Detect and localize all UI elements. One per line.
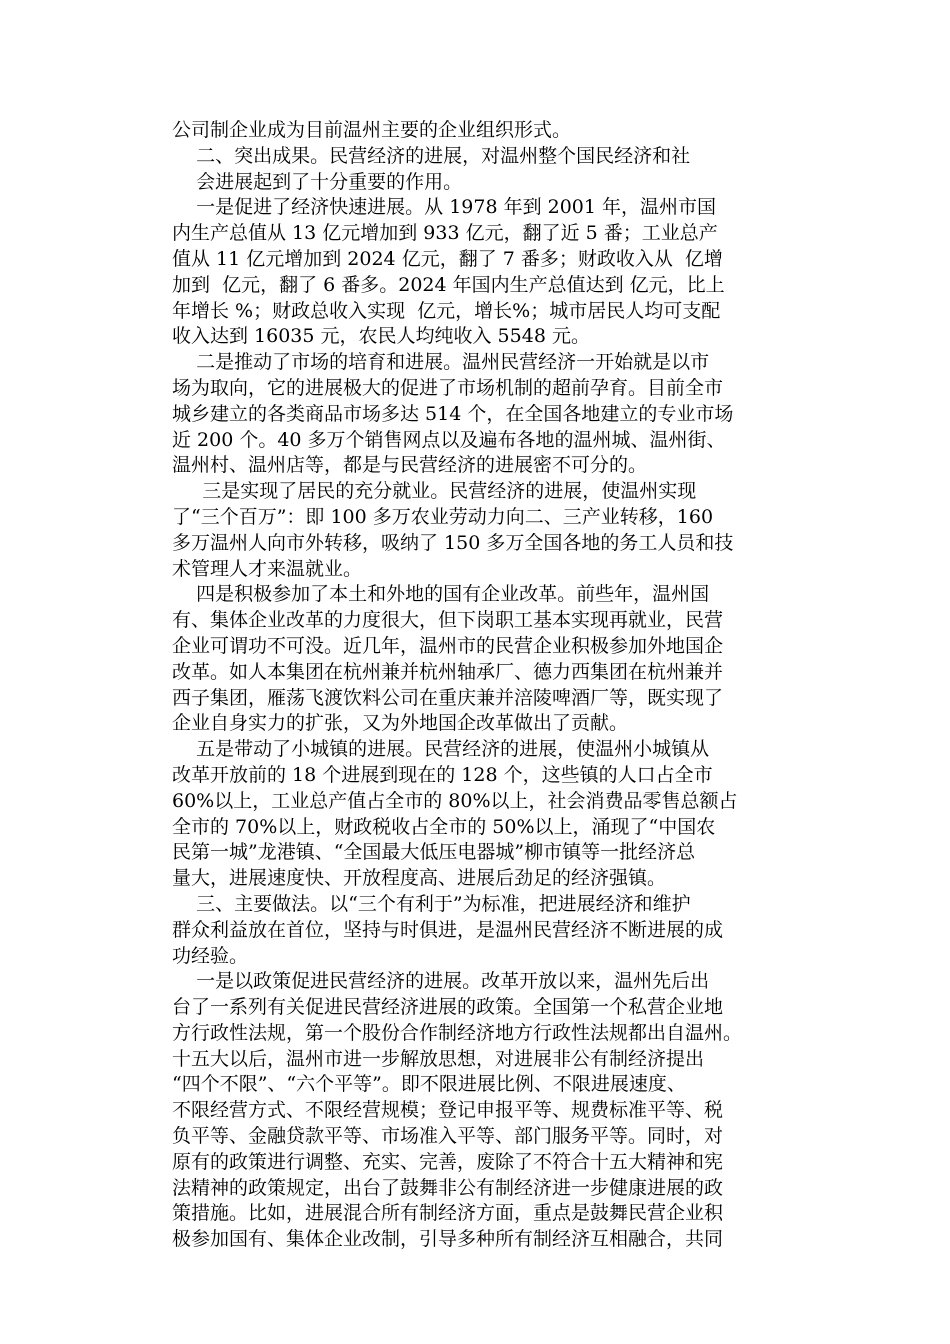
text-line: 三是实现了居民的充分就业。民营经济的进展，使温州实现 — [172, 480, 697, 503]
text-line: 负平等、金融贷款平等、市场准入平等、部门服务平等。同时，对 — [172, 1125, 724, 1148]
text-line: 会进展起到了十分重要的作用。 — [172, 170, 463, 193]
text-line: 值从 11 亿元增加到 2024 亿元，翻了 7 番多；财政收入从 亿增 — [172, 247, 723, 270]
text-line: 年增长 %；财政总收入实现 亿元，增长%；城市居民人均可支配 — [172, 299, 721, 322]
text-line: 极参加国有、集体企业改制，引导多种所有制经济互相融合，共同 — [172, 1228, 724, 1251]
text-line: 一是以政策促进民营经济的进展。改革开放以来，温州先后出 — [172, 970, 710, 993]
text-line: 城乡建立的各类商品市场多达 514 个，在全国各地建立的专业市场 — [172, 402, 734, 425]
text-line: 场为取向，它的进展极大的促进了市场机制的超前孕育。目前全市 — [172, 376, 724, 399]
text-line: 群众利益放在首位，坚持与时俱进，是温州民营经济不断进展的成 — [172, 918, 724, 941]
text-line: 企业自身实力的扩张，又为外地国企改革做出了贡献。 — [172, 712, 629, 735]
text-line: 一是促进了经济快速进展。从 1978 年到 2001 年，温州市国 — [172, 196, 717, 219]
text-line: 术管理人才来温就业。 — [172, 557, 363, 580]
text-line: 二、突出成果。民营经济的进展，对温州整个国民经济和社 — [172, 144, 691, 167]
text-line: 近 200 个。40 多万个销售网点以及遍布各地的温州城、温州街、 — [172, 428, 726, 451]
text-line: 全市的 70%以上，财政税收占全市的 50%以上，涌现了“中国农 — [172, 815, 716, 838]
text-line: 改革开放前的 18 个进展到现在的 128 个，这些镇的人口占全市 — [172, 763, 713, 786]
text-line: 原有的政策进行调整、充实、完善，废除了不符合十五大精神和宪 — [172, 1150, 724, 1173]
text-line: 有、集体企业改革的力度很大，但下岗职工基本实现再就业，民营 — [172, 609, 724, 632]
text-line: 了“三个百万”：即 100 多万农业劳动力向二、三产业转移，160 — [172, 505, 714, 528]
text-line: 策措施。比如，进展混合所有制经济方面，重点是鼓舞民营企业积 — [172, 1202, 724, 1225]
document-body — [172, 118, 808, 1253]
text-line: 改革。如人本集团在杭州兼并杭州轴承厂、德力西集团在杭州兼并 — [172, 660, 724, 683]
text-line: 多万温州人向市外转移，吸纳了 150 多万全国各地的务工人员和技 — [172, 531, 734, 554]
text-line: 二是推动了市场的培育和进展。温州民营经济一开始就是以市 — [172, 351, 710, 374]
text-line: 不限经营方式、不限经营规模；登记申报平等、规费标准平等、税 — [172, 1099, 724, 1122]
text-line: “四个不限”、“六个平等”。即不限进展比例、不限进展速度、 — [172, 1073, 686, 1096]
text-line: 台了一系列有关促进民营经济进展的政策。全国第一个私营企业地 — [172, 996, 724, 1019]
text-line: 温州村、温州店等，都是与民营经济的进展密不可分的。 — [172, 454, 648, 477]
text-line: 公司制企业成为目前温州主要的企业组织形式。 — [172, 119, 572, 141]
text-line: 四是积极参加了本土和外地的国有企业改革。前些年，温州国 — [172, 583, 710, 606]
text-line: 五是带动了小城镇的进展。民营经济的进展，使温州小城镇从 — [172, 738, 710, 761]
text-line: 功经验。 — [172, 944, 249, 967]
text-line: 三、主要做法。以“三个有利于”为标准，把进展经济和维护 — [172, 892, 691, 915]
text-line: 法精神的政策规定，出台了鼓舞非公有制经济进一步健康进展的政 — [172, 1176, 724, 1199]
text-line: 十五大以后，温州市进一步解放思想，对进展非公有制经济提出 — [172, 1047, 705, 1070]
text-line: 60%以上，工业总产值占全市的 80%以上，社会消费品零售总额占 — [172, 789, 738, 812]
text-line: 企业可谓功不可没。近几年，温州市的民营企业积极参加外地国企 — [172, 634, 724, 657]
text-line: 量大，进展速度快、开放程度高、进展后劲足的经济强镇。 — [172, 867, 667, 890]
text-line: 方行政性法规，第一个股份合作制经济地方行政性法规都出自温州。 — [172, 1021, 743, 1044]
text-line: 加到 亿元，翻了 6 番多。2024 年国内生产总值达到 亿元，比上 — [172, 273, 725, 296]
text-line: 内生产总值从 13 亿元增加到 933 亿元，翻了近 5 番；工业总产 — [172, 222, 718, 245]
text-line: 收入达到 16035 元，农民人均纯收入 5548 元。 — [172, 325, 590, 348]
text-line: 西子集团，雁荡飞渡饮料公司在重庆兼并涪陵啤酒厂等，既实现了 — [172, 686, 724, 709]
text-line: 民第一城”龙港镇、“全国最大低压电器城”柳市镇等一批经济总 — [172, 841, 696, 864]
